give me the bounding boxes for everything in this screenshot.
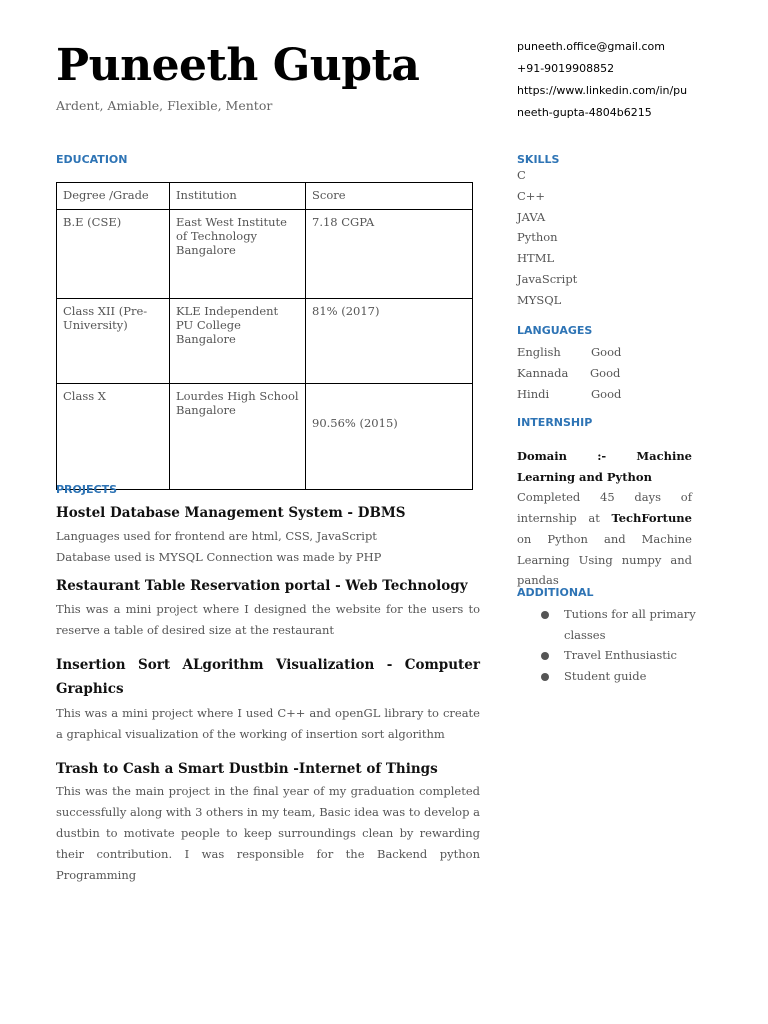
project-description: This was the main project in the final year of my graduation completed successfully along with 3 others in my team, Basic idea was to develop a dustbin to motivate people to keep surroundings clean by rewarding their contribution. I was responsible for the Backend python Programming <box>56 784 480 882</box>
degree-cell: Class X <box>57 384 170 490</box>
language-level: Good <box>591 345 622 359</box>
candidate-name: Puneeth Gupta <box>56 40 420 91</box>
education-heading: EDUCATION <box>56 153 128 166</box>
table-row <box>57 210 473 299</box>
skill-item: HTML <box>517 251 555 266</box>
project-title: Restaurant Table Reservation portal - Web Technology <box>56 578 468 594</box>
contact-block <box>517 36 717 124</box>
internship-text: Completed 45 days of internship at <box>517 490 692 526</box>
score-cell: 7.18 CGPA <box>306 210 473 299</box>
table-row <box>57 299 473 384</box>
language-name: Hindi <box>517 387 550 401</box>
internship-heading: INTERNSHIP <box>517 416 593 429</box>
institution-cell: Lourdes High School Bangalore <box>170 384 306 490</box>
column-header: Institution <box>170 183 306 210</box>
tagline: Ardent, Amiable, Flexible, Mentor <box>56 98 273 113</box>
internship-text: on Python and Machine Learning Using numpy and pandas <box>517 531 692 588</box>
skill-item: C++ <box>517 188 546 203</box>
bullet-icon <box>541 611 549 619</box>
table-header-row <box>57 183 473 210</box>
project-title: Insertion Sort ALgorithm Visualization - Computer Graphics <box>56 657 480 697</box>
bullet-icon <box>541 673 549 681</box>
score-cell: 90.56% (2015) <box>306 384 473 490</box>
additional-heading: ADDITIONAL <box>517 586 594 599</box>
internship-domain: Domain :- Machine Learning and Python <box>517 449 692 484</box>
project-title: Hostel Database Management System - DBMS <box>56 505 406 521</box>
list-item-text: Student guide <box>564 669 647 684</box>
language-item <box>517 363 620 383</box>
project-title: Trash to Cash a Smart Dustbin -Internet of Things <box>56 761 438 777</box>
list-item <box>517 604 707 645</box>
skills-heading: SKILLS <box>517 153 560 166</box>
column-header: Degree /Grade <box>57 183 170 210</box>
column-header: Score <box>306 183 473 210</box>
list-item-text: Travel Enthusiastic <box>564 648 677 663</box>
project-description: This was a mini project where I used C++ and openGL library to create a graphical visualization of the working of insertion sort algorithm <box>56 706 480 741</box>
project-line: Languages used for frontend are html, CSS, JavaScript <box>56 529 377 543</box>
language-name: Kannada <box>517 366 569 380</box>
degree-cell: Class XII (Pre-University) <box>57 299 170 384</box>
additional-list <box>517 604 707 687</box>
institution-cell: East West Institute of Technology Bangalore <box>170 210 306 299</box>
project-description <box>56 526 480 568</box>
skill-item: JavaScript <box>517 271 578 286</box>
projects-heading: PROJECTS <box>56 483 117 496</box>
list-item <box>517 666 707 687</box>
internship-company: TechFortune <box>611 511 692 526</box>
contact-linkedin-line2[interactable]: neeth-gupta-4804b6215 <box>517 106 652 119</box>
education-table <box>56 182 473 490</box>
skills-list <box>517 165 577 311</box>
language-level: Good <box>590 366 621 380</box>
degree-cell: B.E (CSE) <box>57 210 170 299</box>
table-row <box>57 384 473 490</box>
list-item <box>517 645 707 666</box>
project-line: Database used is MYSQL Connection was made by PHP <box>56 550 382 564</box>
contact-email[interactable]: puneeth.office@gmail.com <box>517 40 665 53</box>
languages-heading: LANGUAGES <box>517 324 593 337</box>
contact-phone: +91-9019908852 <box>517 62 615 75</box>
skill-item: Python <box>517 230 558 245</box>
internship-details <box>517 446 692 591</box>
skill-item: C <box>517 168 526 182</box>
language-level: Good <box>591 387 622 401</box>
score-cell: 81% (2017) <box>306 299 473 384</box>
language-item <box>517 342 621 362</box>
institution-cell: KLE Independent PU College Bangalore <box>170 299 306 384</box>
language-item <box>517 384 621 404</box>
list-item-text: Tutions for all primary classes <box>564 607 696 642</box>
skill-item: JAVA <box>517 209 546 224</box>
project-description: This was a mini project where I designed the website for the users to reserve a table of desired size at the restaurant <box>56 602 480 637</box>
language-name: English <box>517 345 561 359</box>
bullet-icon <box>541 652 549 660</box>
skill-item: MYSQL <box>517 292 562 307</box>
contact-linkedin-line1[interactable]: https://www.linkedin.com/in/pu <box>517 84 688 97</box>
internship-description <box>517 487 692 591</box>
